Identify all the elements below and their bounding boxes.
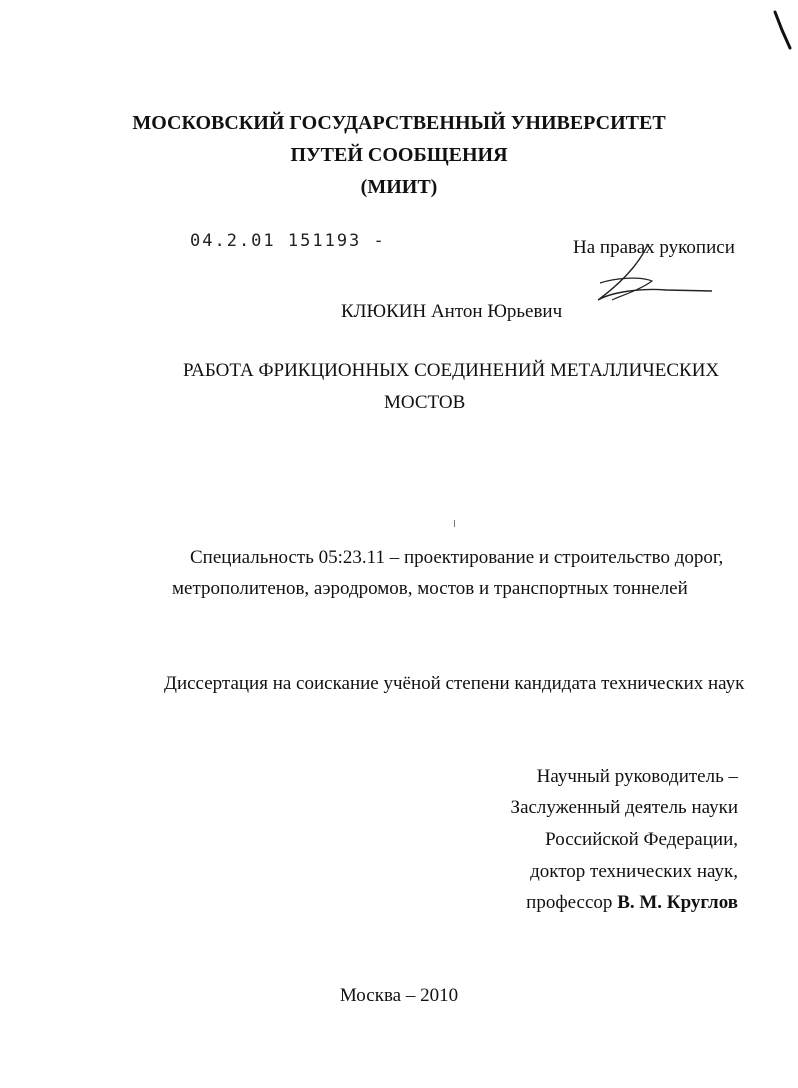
supervisor-line2: Заслуженный деятель науки (510, 797, 738, 818)
specialty-line1: Специальность 05:23.11 – проектирование и строительство дорог, (190, 547, 724, 568)
university-name-line2: ПУТЕЙ СООБЩЕНИЯ (290, 144, 508, 166)
specialty-line2: метрополитенов, аэродромов, мостов и транспортных тоннелей (172, 578, 688, 599)
university-name-line1: МОСКОВСКИЙ ГОСУДАРСТВЕННЫЙ УНИВЕРСИТЕТ (132, 112, 666, 134)
author-name: КЛЮКИН Антон Юрьевич (341, 301, 563, 322)
signature-stroke (600, 278, 652, 300)
supervisor-line4: доктор технических наук, (530, 861, 738, 882)
manuscript-note: На правах рукописи (573, 237, 735, 258)
supervisor-rank: профессор (526, 892, 613, 913)
scan-speck (454, 520, 455, 527)
supervisor-line1: Научный руководитель – (536, 766, 738, 787)
registration-code: 04.2.01 151193 - (190, 231, 386, 251)
supervisor-line5 (526, 892, 738, 914)
corner-stroke (775, 12, 790, 48)
dissertation-statement: Диссертация на соискание учёной степени кандидата технических наук (164, 673, 745, 694)
supervisor-name: В. М. Круглов (617, 892, 738, 913)
thesis-title-line2: МОСТОВ (384, 392, 466, 413)
city-year: Москва – 2010 (339, 985, 459, 1006)
supervisor-line3: Российской Федерации, (545, 829, 738, 850)
thesis-title-line1: РАБОТА ФРИКЦИОННЫХ СОЕДИНЕНИЙ МЕТАЛЛИЧЕСКИХ (183, 360, 720, 381)
university-abbreviation: (МИИТ) (360, 176, 438, 198)
